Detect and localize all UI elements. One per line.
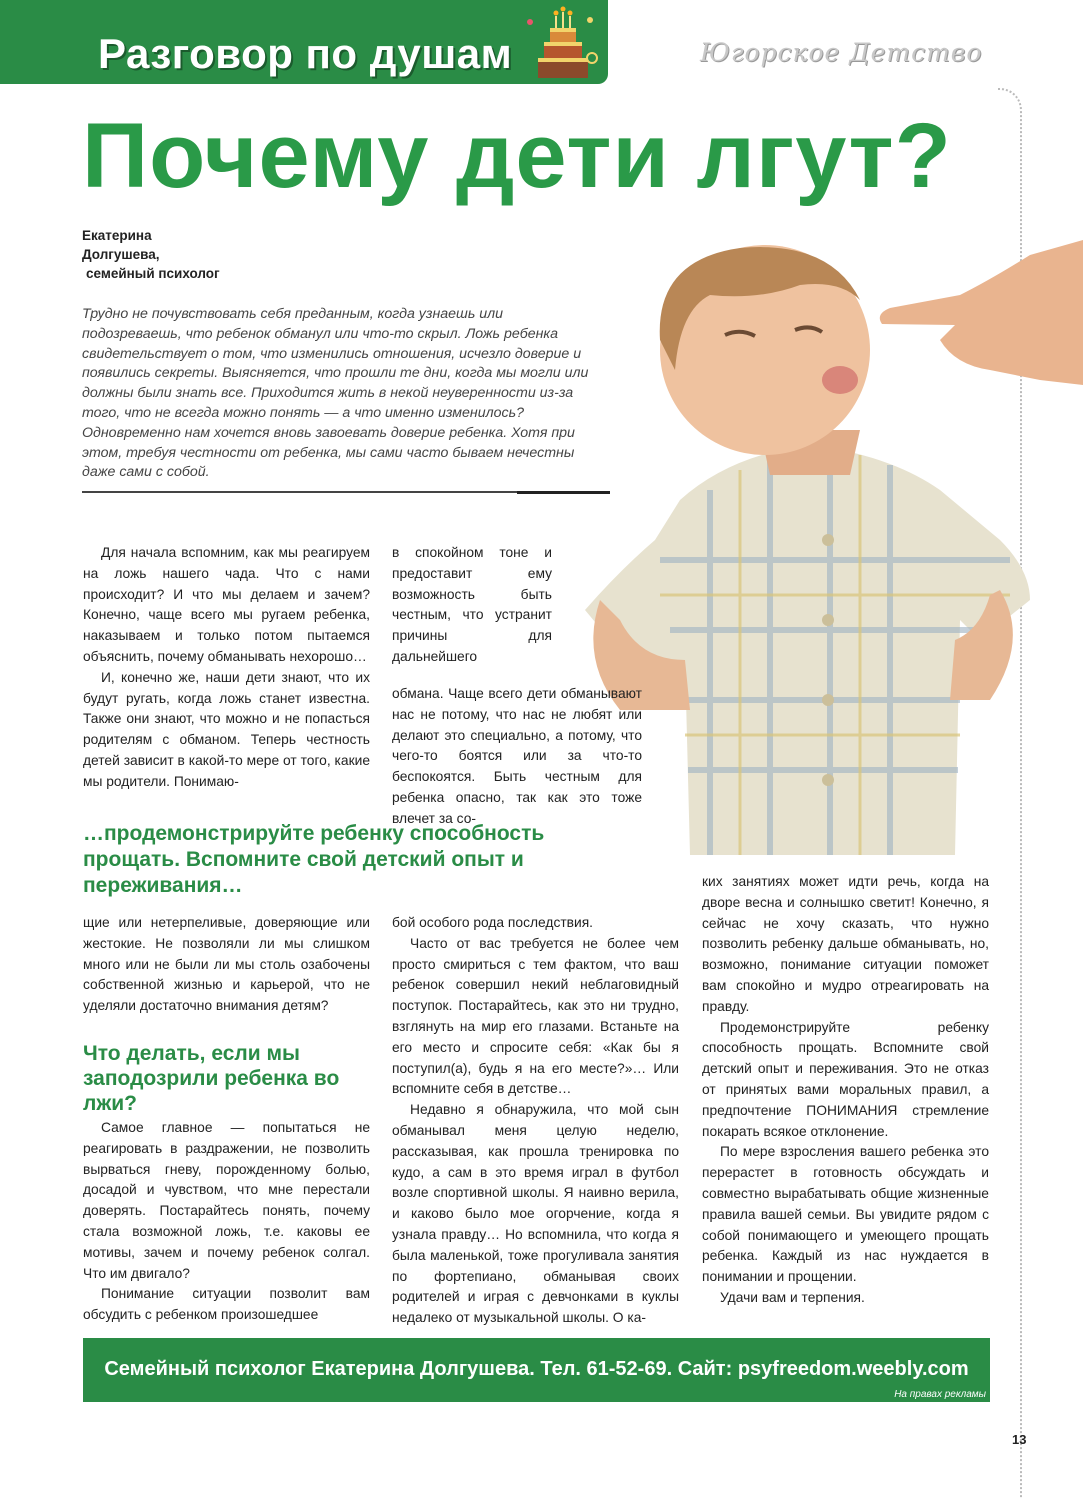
- paragraph: бой особого рода последствия.: [392, 915, 593, 930]
- section-title: Разговор по душам: [98, 30, 513, 77]
- article-column-2-top: [392, 543, 552, 668]
- paragraph: щие или нетерпеливые, доверяющие или жестокие. Не позволяли ли мы слишком много или не были ли мы столь озабочены собственной жизнью и карьерой, что не уделяли достаточно внимания детям?: [83, 915, 370, 1014]
- author-byline: [82, 226, 220, 283]
- paragraph: ких занятиях может идти речь, когда на дворе весна и солнышко светит! Конечно, я сейчас не хочу сказать, что нужно позволить ребенку дальше обманывать, но, возможно, понимание ситуации поможет вам спокойно и мудро отреагировать на правду.: [702, 874, 989, 1014]
- paragraph: Самое главное — попытаться не реагировать в раздражении, не позволить вырваться гневу, порожденному болью, досадой и чувством, что мне перестали доверять. Постарайтесь понять, почему стала возможной ложь, т.е. каковы ее мотивы, зачем и почему ребенок солгал. Что им двигало?: [83, 1120, 370, 1281]
- birthday-cake-icon: [520, 2, 602, 82]
- page-number: 13: [1012, 1432, 1027, 1447]
- paragraph: Понимание ситуации позволит вам обсудить с ребенком произошедшее: [83, 1286, 370, 1323]
- paragraph: в спокойном тоне и предоставит ему возможность быть честным, что устранит причины для дальнейшего: [392, 545, 552, 664]
- pull-quote: …продемонстрируйте ребенку способность прощать. Вспомните свой детский опыт и переживания…: [83, 822, 545, 897]
- paragraph: Часто от вас требуется не более чем просто смириться с тем фактом, что ваш ребенок совершил некий неблаговидный поступок. Постарайтесь, как это ни трудно, взглянуть на мир его глазами. Встаньте на его место и спросите себя: «Как бы я поступил(а), будь я на его месте?»… Или вспомните себя в детстве…: [392, 935, 679, 1097]
- article-column-1-bottom: [83, 1118, 370, 1326]
- article-column-1-continued: [83, 913, 370, 1017]
- intro-paragraph: Трудно не почувствовать себя преданным, когда узнаешь или подозреваешь, что ребенок обманул или что-то скрыл. Ложь ребенка свидетельствует о том, что изменились отношения, исчезло доверие и появились секреты. Выясняется, что прошли те дни, когда мы могли или должны были знать все. Приходится жить в некой неуверенности из-за того, что не всегда можно понять — а что именно изменилось? Одновременно нам хочется вновь завоевать доверие ребенка. Хотя при этом, требуя честности от ребенка, мы сами часто бываем нечестны даже сами с собой.: [82, 306, 589, 481]
- paragraph: Для начала вспомним, как мы реагируем на ложь нашего чада. Что с нами происходит? И что мы делаем и зачем? Конечно, чаще всего мы ругаем ребенка, наказываем и только потом пытаемся объяснить, почему обманывать нехорошо…: [83, 545, 370, 664]
- brand-logo: Югорское Детство: [700, 38, 983, 67]
- paragraph: И, конечно же, наши дети знают, что их будут ругать, когда ложь станет известна. Также они знают, что можно и не попасться родителям с обманом. Теперь честность детей зависит в какой-то мере от того, какие мы родители. Понимаю-: [83, 669, 370, 789]
- article-column-1: [83, 543, 370, 793]
- paragraph: Удачи вам и терпения.: [720, 1289, 865, 1305]
- paragraph: По мере взросления вашего ребенка это перерастет в готовность обсуждать и совместно вырабатывать общие жизненные правила вашей семьи. Вы увидите рядом с собой понимающего и умеющего прощать ребенка. Каждый из нас нуждается в понимании и прощении.: [702, 1144, 989, 1285]
- paragraph: Продемонстрируйте ребенку способность прощать. Вспомните свой детский опыт и переживания. Это не отказ от принятых вами моральных правил, а предпочтение ПОНИМАНИЯ стремление покарать всякое отклонение.: [702, 1019, 989, 1139]
- article-column-3: [702, 872, 989, 1309]
- article-column-2-continued: [392, 684, 642, 830]
- article-column-2-bottom: [392, 913, 679, 1329]
- author-first-name: Екатерина: [82, 228, 152, 243]
- section-subheading: Что делать, если мы заподозрили ребенка во лжи?: [83, 1042, 340, 1115]
- author-last-name: Долгушева,: [82, 247, 160, 262]
- advertising-note: На правах рекламы: [894, 1389, 986, 1400]
- headline: Почему дети лгут?: [82, 105, 952, 207]
- author-role: семейный психолог: [86, 266, 220, 281]
- paragraph: Недавно я обнаружила, что мой сын обманывал меня целую неделю, рассказывая, как прошла тренировка по кудо, а сам в это время играл в футбол возле спортивной школы. Я наивно верила, и каково было мое огорчение, когда я узнала правду… Но вспомнила, что когда я была маленькой, тоже прогуливала занятия по фортепиано, обманывая своих родителей и играя с девчонками в куклы недалеко от музыкальной школы. О ка-: [392, 1102, 679, 1326]
- contact-info: Семейный психолог Екатерина Долгушева. Тел. 61-52-69. Сайт: psyfreedom.weebly.com: [104, 1358, 969, 1380]
- paragraph: обмана. Чаще всего дети обманывают нас не потому, что нас не любят или делают это специально, а потому, что чего-то боятся или за что-то беспокоятся. Быть честным для ребенка опасно, так как это тоже влечет за со-: [392, 686, 642, 826]
